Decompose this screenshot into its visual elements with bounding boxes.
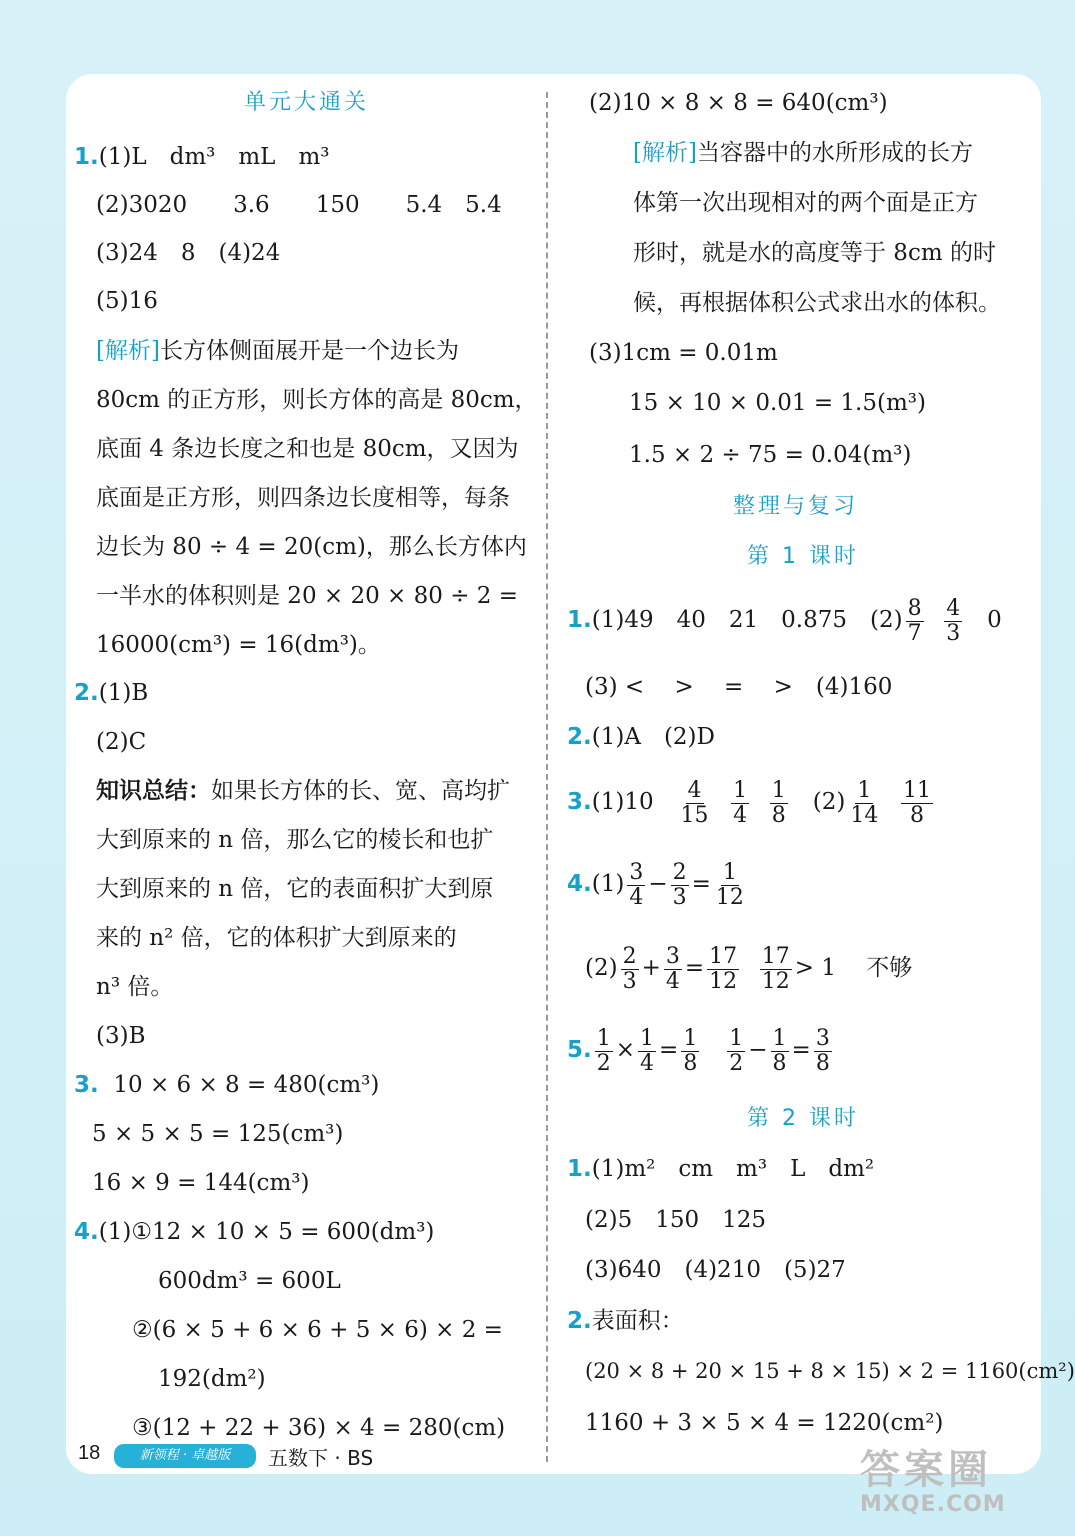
p1-line1	[567, 592, 1002, 648]
watermark-url: MXQE.COM	[860, 1492, 1006, 1517]
fraction: $\frac{1}{8}$	[772, 1025, 787, 1076]
p4-answer-a: (1)	[591, 871, 625, 897]
q1-analysis-5: 边长为 80 ÷ 4 = 20(cm)，那么长方体内	[96, 534, 527, 560]
fraction: $\frac{17}{12}$	[709, 943, 738, 994]
q3-answer-1: 10 × 6 × 8 = 480(cm³)	[113, 1072, 380, 1098]
q3-line3: 16 × 9 = 144(cm³)	[92, 1170, 310, 1196]
p3-answer-a: (1)10	[591, 789, 654, 815]
p4-conclusion: > 1 不够	[794, 955, 913, 981]
lesson-1-heading: 第 1 课时	[747, 544, 859, 569]
r-analysis-1	[633, 138, 973, 168]
fraction: $\frac{8}{7}$	[907, 595, 922, 646]
section-heading-review: 整理与复习	[733, 494, 859, 519]
q2-line1	[74, 678, 148, 708]
fraction: $\frac{1}{14}$	[850, 777, 879, 828]
q1-line3: (3)24 8 (4)24	[96, 240, 281, 266]
p3-answer-b: (2)	[812, 789, 846, 815]
p4-answer-b: (2)	[585, 955, 618, 981]
watermark	[860, 1448, 1060, 1526]
brand-badge: 新领程 · 卓越版	[114, 1444, 256, 1468]
q2-knowledge-1	[96, 776, 510, 806]
s2-number: 2.	[567, 1308, 592, 1334]
q2-knowledge-3: 大到原来的 n 倍，它的表面积扩大到原	[96, 876, 494, 902]
section-heading: 单元大通关	[244, 90, 370, 115]
p2-number: 2.	[567, 724, 592, 750]
q4-answer-1: (1)①12 × 10 × 5 = 600(dm³)	[98, 1219, 435, 1245]
p4-number: 4.	[567, 871, 592, 897]
s1-line3: (3)640 (4)210 (5)27	[585, 1257, 846, 1283]
s1-line1	[567, 1154, 874, 1184]
s1-line2: (2)5 150 125	[585, 1207, 767, 1233]
p5-line1: 5. $\frac{1}{2}$ × $\frac{1}{4}$ = $\frac{1}{8}$ $\frac{1}{2}$ − $\frac{1}{8}$ = $\frac{3}{8}$	[567, 1025, 830, 1076]
r-line7: 15 × 10 × 0.01 = 1.5(m³)	[629, 390, 926, 416]
q1-analysis-6: 一半水的体积则是 20 × 20 × 80 ÷ 2 =	[96, 583, 519, 609]
q1-line1	[74, 142, 329, 172]
fraction: $\frac{4}{15}$	[680, 777, 709, 828]
q1-analysis-2: 80cm 的正方形，则长方体的高是 80cm，	[96, 387, 538, 413]
page-number: 18	[78, 1442, 101, 1464]
q2-knowledge-4: 来的 n² 倍，它的体积扩大到原来的	[96, 925, 457, 951]
q3-number: 3.	[74, 1072, 99, 1098]
lesson-2-heading: 第 2 课时	[747, 1106, 859, 1131]
fraction: $\frac{1}{12}$	[715, 859, 744, 910]
q2-knowledge-2: 大到原来的 n 倍，那么它的棱长和也扩	[96, 827, 494, 853]
p1-line2: (3) < > = > (4)160	[585, 674, 893, 700]
fraction: $\frac{1}{2}$	[729, 1025, 744, 1076]
q4-line3: ②(6 × 5 + 6 × 6 + 5 × 6) × 2 =	[132, 1317, 503, 1343]
r-line6: (3)1cm = 0.01m	[589, 340, 778, 366]
q2-line3: (3)B	[96, 1023, 146, 1049]
p3-number: 3.	[567, 789, 592, 815]
q1-number: 1.	[74, 144, 99, 170]
q2-knowledge-5: n³ 倍。	[96, 974, 174, 1000]
fraction: $\frac{1}{2}$	[596, 1025, 611, 1076]
q1-analysis-4: 底面是正方形，则四条边长度相等，每条	[96, 485, 510, 511]
q4-line5: ③(12 + 22 + 36) × 4 = 280(cm)	[132, 1415, 506, 1441]
q3-line2: 5 × 5 × 5 = 125(cm³)	[92, 1121, 344, 1147]
s2-line1	[567, 1306, 684, 1336]
q1-answer-1: (1)L dm³ mL m³	[98, 144, 330, 170]
subject-label: 五数下 · BS	[268, 1446, 374, 1470]
q4-line1	[74, 1217, 434, 1247]
p4-line1: 4.(1) $\frac{3}{4}$ − $\frac{2}{3}$ = $\frac{1}{12}$	[567, 859, 744, 910]
p1-answers: (1)49 40 21 0.875 (2)	[591, 607, 903, 633]
q1-line4: (5)16	[96, 288, 158, 314]
q4-number: 4.	[74, 1219, 99, 1245]
fraction: $\frac{2}{3}$	[622, 943, 637, 994]
fraction: $\frac{4}{3}$	[946, 595, 961, 646]
r-line8: 1.5 × 2 ÷ 75 = 0.04(m³)	[629, 442, 912, 468]
page-sheet	[66, 74, 1075, 1474]
fraction: $\frac{1}{4}$	[733, 777, 748, 828]
fraction: $\frac{3}{4}$	[629, 859, 644, 910]
s1-answers: (1)m² cm m³ L dm²	[591, 1156, 875, 1182]
p2-answers: (1)A (2)D	[591, 724, 715, 750]
r-analysis-4: 候，再根据体积公式求出水的体积。	[633, 290, 1001, 316]
q1-analysis-7: 16000(cm³) = 16(dm³)。	[96, 632, 381, 658]
s2-line3: 1160 + 3 × 5 × 4 = 1220(cm²)	[585, 1410, 944, 1436]
s2-line2: (20 × 8 + 20 × 15 + 8 × 15) × 2 = 1160(cm²)	[585, 1359, 1075, 1383]
fraction: $\frac{3}{8}$	[815, 1025, 830, 1076]
r-analysis-2: 体第一次出现相对的两个面是正方	[633, 190, 978, 216]
r-analysis-3: 形时，就是水的高度等于 8cm 的时	[633, 240, 996, 266]
analysis-tag: [解析]	[633, 140, 697, 166]
q2-number: 2.	[74, 680, 99, 706]
s1-number: 1.	[567, 1156, 592, 1182]
p4-line2: (2) $\frac{2}{3}$ + $\frac{3}{4}$ = $\frac{17}{12}$ $\frac{17}{12}$ > 1 不够	[585, 943, 913, 994]
fraction: $\frac{11}{8}$	[902, 777, 931, 828]
knowledge-text: 如果长方体的长、宽、高均扩	[211, 778, 510, 804]
p3-line1	[567, 774, 936, 830]
r-line1: (2)10 × 8 × 8 = 640(cm³)	[589, 90, 888, 116]
q1-line2: (2)3020 3.6 150 5.4 5.4	[96, 192, 502, 218]
fraction: $\frac{1}{8}$	[683, 1025, 698, 1076]
fraction: $\frac{2}{3}$	[672, 859, 687, 910]
column-divider	[546, 92, 548, 1462]
watermark-logo: 答案圈	[860, 1447, 992, 1493]
s2-label: 表面积：	[591, 1308, 684, 1334]
p1-zero: 0	[987, 607, 1002, 633]
q2-line2: (2)C	[96, 729, 147, 755]
analysis-text: 当容器中的水所形成的长方	[696, 140, 973, 166]
fraction: $\frac{3}{4}$	[665, 943, 680, 994]
q4-line4: 192(dm²)	[158, 1366, 266, 1392]
q1-analysis-1	[96, 336, 459, 366]
q1-analysis-3: 底面 4 条边长度之和也是 80cm，又因为	[96, 436, 519, 462]
p1-number: 1.	[567, 607, 592, 633]
fraction: $\frac{1}{8}$	[771, 777, 786, 828]
q4-line2: 600dm³ = 600L	[158, 1268, 341, 1294]
p2-line1	[567, 722, 715, 752]
analysis-tag: [解析]	[96, 338, 160, 364]
fraction: $\frac{17}{12}$	[761, 943, 790, 994]
p5-number: 5.	[567, 1037, 592, 1063]
q2-answer-1: (1)B	[98, 680, 149, 706]
q3-line1	[74, 1070, 379, 1100]
knowledge-title: 知识总结：	[96, 778, 211, 804]
analysis-text: 长方体侧面展开是一个边长为	[159, 338, 459, 364]
fraction: $\frac{1}{4}$	[640, 1025, 655, 1076]
